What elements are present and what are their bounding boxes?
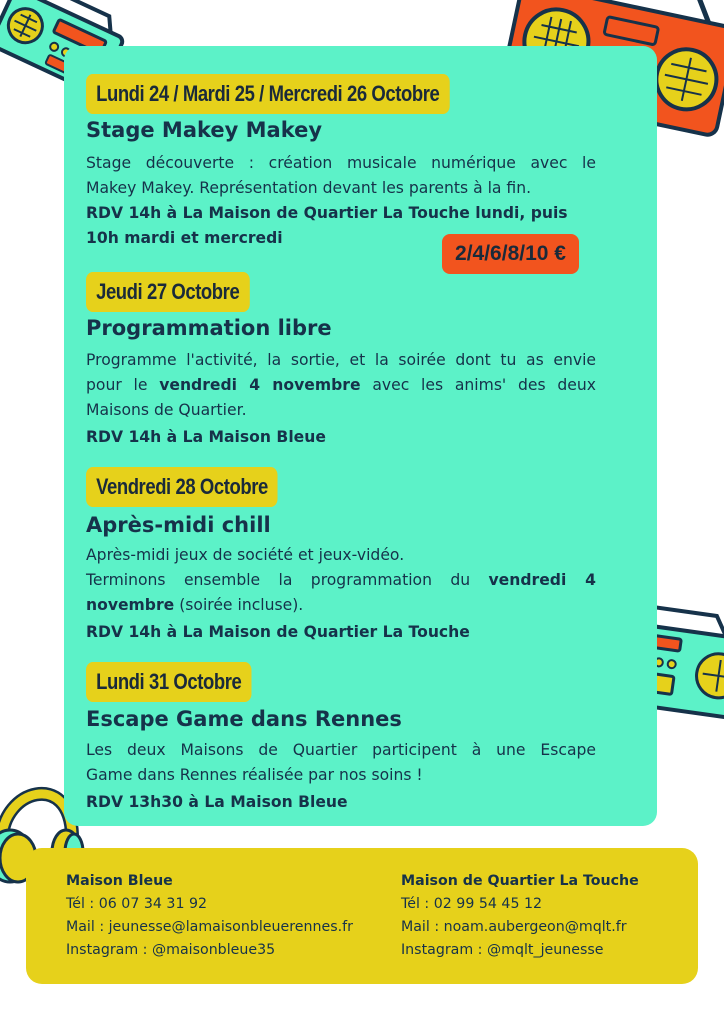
- date-tag-2: Jeudi 27 Octobre: [86, 272, 249, 312]
- description-line: Makey Makey. Représentation devant les parents à la fin.: [86, 179, 532, 197]
- description-line: Stage découverte : création musicale numérique avec le: [86, 154, 596, 172]
- description-line: Les deux Maisons de Quartier participent à une Escape: [86, 741, 596, 759]
- contact-name: Maison Bleue: [66, 873, 173, 889]
- description-line: Game dans Rennes réalisée par nos soins !: [86, 766, 423, 784]
- session-rdv-2: [86, 425, 326, 450]
- description-text: (soirée incluse).: [174, 596, 304, 614]
- session-description-2: [86, 348, 596, 423]
- date-tag-4: Lundi 31 Octobre: [86, 662, 251, 702]
- contact-email: Mail : noam.aubergeon@mqlt.fr: [401, 919, 627, 935]
- contact-email: Mail : jeunesse@lamaisonbleuerennes.fr: [66, 919, 353, 935]
- contact-maison-la-touche: [401, 870, 639, 962]
- session-title-2: Programmation libre: [86, 316, 332, 340]
- contact-name: Maison de Quartier La Touche: [401, 873, 639, 889]
- session-rdv-3: [86, 620, 470, 645]
- contact-phone: Tél : 06 07 34 31 92: [66, 896, 208, 912]
- description-line: Maisons de Quartier.: [86, 401, 247, 419]
- rdv-line: RDV 14h à La Maison de Quartier La Touche lundi, puis: [86, 204, 568, 222]
- contact-instagram: Instagram : @mqlt_jeunesse: [401, 942, 604, 958]
- contact-phone: Tél : 02 99 54 45 12: [401, 896, 543, 912]
- highlight-date: novembre: [86, 596, 175, 614]
- description-line: [86, 568, 596, 593]
- price-badge: 2/4/6/8/10 €: [442, 234, 579, 274]
- highlight-date: vendredi 4: [488, 571, 596, 589]
- description-text: avec les anims' des deux: [360, 376, 596, 394]
- description-line: Après-midi jeux de société et jeux-vidéo.: [86, 546, 405, 564]
- rdv-line: 10h mardi et mercredi: [86, 229, 283, 247]
- rdv-line: RDV 13h30 à La Maison Bleue: [86, 793, 348, 811]
- session-rdv-4: [86, 790, 348, 815]
- rdv-line: RDV 14h à La Maison Bleue: [86, 428, 326, 446]
- rdv-line: RDV 14h à La Maison de Quartier La Touche: [86, 623, 470, 641]
- session-title-1: Stage Makey Makey: [86, 118, 323, 142]
- session-description-4: [86, 738, 596, 788]
- highlight-date: vendredi 4 novembre: [159, 376, 361, 394]
- contact-instagram: Instagram : @maisonbleue35: [66, 942, 276, 958]
- description-line: [86, 593, 596, 618]
- description-text: pour le: [86, 376, 160, 394]
- description-line: [86, 373, 596, 398]
- date-tag-1: Lundi 24 / Mardi 25 / Mercredi 26 Octobre: [86, 74, 449, 114]
- session-title-3: Après-midi chill: [86, 513, 271, 537]
- session-description-1: [86, 151, 596, 201]
- description-text: Terminons ensemble la programmation du: [86, 571, 489, 589]
- session-description-3: [86, 543, 596, 618]
- contact-maison-bleue: [66, 870, 353, 962]
- date-tag-3: Vendredi 28 Octobre: [86, 467, 278, 507]
- session-title-4: Escape Game dans Rennes: [86, 707, 402, 731]
- description-line: Programme l'activité, la sortie, et la soirée dont tu as envie: [86, 351, 596, 369]
